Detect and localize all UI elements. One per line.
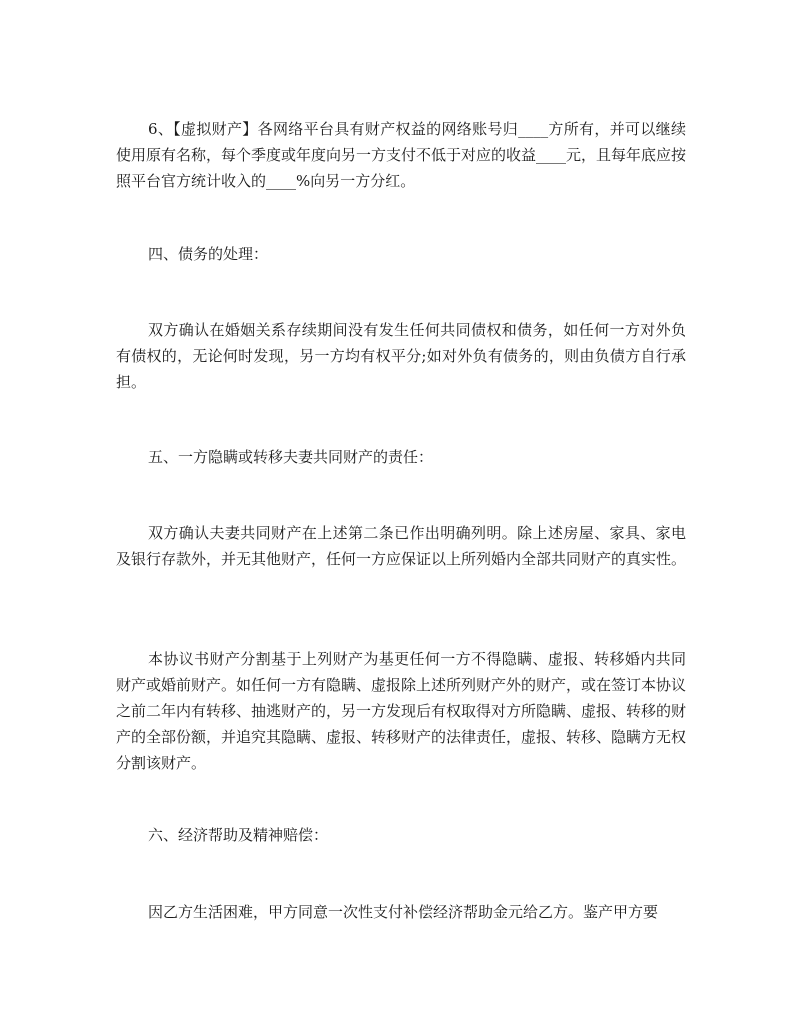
- paragraph-concealment-liability: 本协议书财产分割基于上列财产为基更任何一方不得隐瞒、虚报、转移婚内共同财产或婚前财产。如任何一方有隐瞒、虚报除上述所列财产外的财产，或在签订本协议之前二年内有转移、抽逃财产的，另一方发现后有权取得对方所隐瞒、虚报、转移的财产的全部份额，并追究其隐瞒、虚报、转移财产的法律责任，虚报、转移、隐瞒方无权分割该财产。: [116, 650, 687, 772]
- section-heading-debts: 四、债务的处理：: [148, 245, 269, 263]
- paragraph-compensation: 因乙方生活困难，甲方同意一次性支付补偿经济帮助金元给乙方。鉴产甲方要: [148, 903, 659, 921]
- paragraph-joint-property-confirmation: 双方确认夫妻共同财产在上述第二条已作出明确列明。除上述房屋、家具、家电及银行存款外，并无其他财产，任何一方应保证以上所列婚内全部共同财产的真实性。: [116, 524, 687, 568]
- section-heading-compensation: 六、经济帮助及精神赔偿：: [148, 826, 329, 844]
- section-heading-concealment: 五、一方隐瞒或转移夫妻共同财产的责任：: [148, 448, 434, 466]
- paragraph-virtual-property: 6、【虚拟财产】各网络平台具有财产权益的网络账号归____方所有，并可以继续使用原有名称，每个季度或年度向另一方支付不低于对应的收益____元，且每年底应按照平台官方统计收入的____%向另一方分红。: [116, 120, 687, 190]
- paragraph-debts: 双方确认在婚姻关系存续期间没有发生任何共同债权和债务，如任何一方对外负有债权的，无论何时发现，另一方均有权平分;如对外负有债务的，则由负债方自行承担。: [116, 321, 686, 391]
